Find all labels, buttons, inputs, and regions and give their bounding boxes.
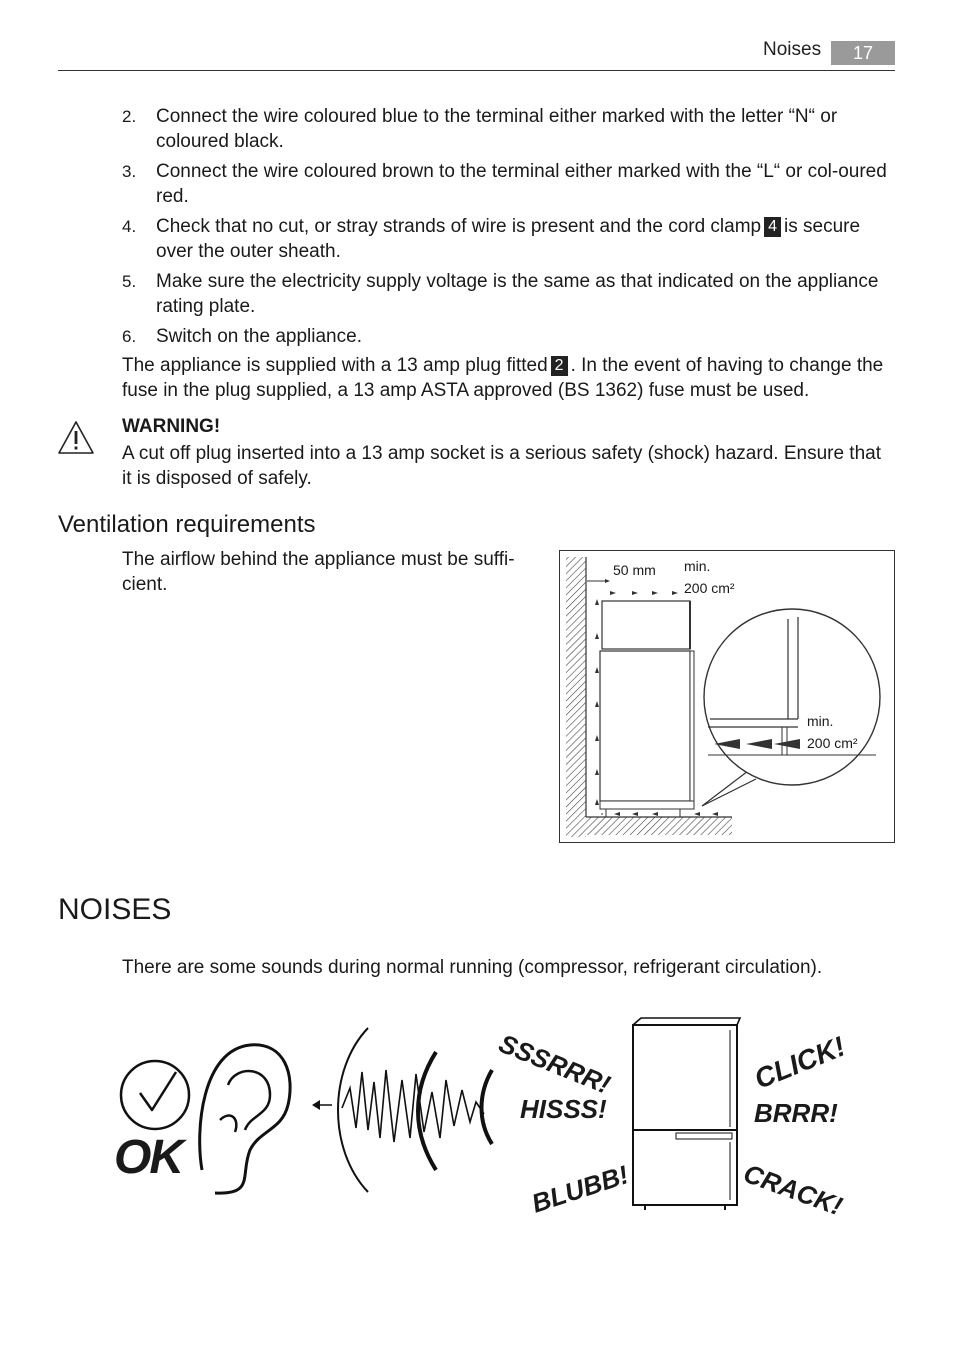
top-area-label-line2: 200 cm²: [684, 580, 735, 596]
page-number: 17: [831, 41, 895, 65]
noises-illustration: [110, 1010, 860, 1220]
sound-click: CLICK!: [750, 1030, 850, 1095]
running-header-title: Noises: [763, 39, 822, 60]
step-5: 5. Make sure the electricity supply voltage is the same as that indicated on the appliance rating plate.: [122, 271, 879, 317]
connection-steps: [122, 104, 895, 349]
sound-wave-icon: [342, 1070, 484, 1142]
plug-note: The appliance is supplied with a 13 amp plug fitted 2 . In the event of having to change the fuse in the plug supplied, a 13 amp ASTA approved (BS 1362) fuse must be used.: [122, 355, 884, 401]
step-4: 4. Check that no cut, or stray strands of wire is present and the cord clamp 4 is secure over the outer sheath.: [122, 216, 861, 262]
plug-badge: 2: [551, 356, 568, 376]
cord-clamp-badge: 4: [764, 217, 781, 237]
warning-title: WARNING!: [122, 416, 221, 437]
sound-sssrrr: SSSRRR!: [494, 1028, 615, 1100]
ventilation-heading: Ventilation requirements: [58, 511, 316, 538]
detail-area-label-line2: 200 cm²: [807, 735, 858, 751]
step-3: 3. Connect the wire coloured brown to the terminal either marked with the “L“ or col-oured red.: [122, 161, 887, 207]
sound-crack: CRACK!: [739, 1158, 847, 1222]
noises-text: There are some sounds during normal running (compressor, refrigerant circulation).: [122, 957, 823, 978]
ventilation-diagram: [559, 550, 895, 843]
gap-label: 50 mm: [613, 562, 656, 578]
detail-area-label-line1: min.: [807, 713, 834, 729]
warning-triangle-icon: [57, 420, 95, 456]
ear-icon: [200, 1045, 290, 1193]
step-6: 6. Switch on the appliance.: [122, 326, 362, 347]
sound-blubb: BLUBB!: [528, 1159, 633, 1219]
warning-text: A cut off plug inserted into a 13 amp socket is a serious safety (shock) hazard. Ensure that it is disposed of safely.: [122, 443, 881, 489]
noises-heading: NOISES: [58, 893, 172, 926]
sound-hisss: HISSS!: [520, 1094, 607, 1124]
sound-brrr: BRRR!: [754, 1098, 838, 1128]
check-circle-icon: [121, 1061, 189, 1129]
header-rule: [58, 70, 895, 71]
fridge-icon: [633, 1025, 737, 1205]
top-area-label-line1: min.: [684, 558, 711, 574]
ventilation-text: The airflow behind the appliance must be suffi-cient.: [122, 549, 515, 595]
checkmark-icon: [140, 1072, 176, 1110]
ok-label: OK: [114, 1131, 182, 1184]
step-2: 2. Connect the wire coloured blue to the terminal either marked with the letter “N“ or coloured black.: [122, 106, 838, 152]
